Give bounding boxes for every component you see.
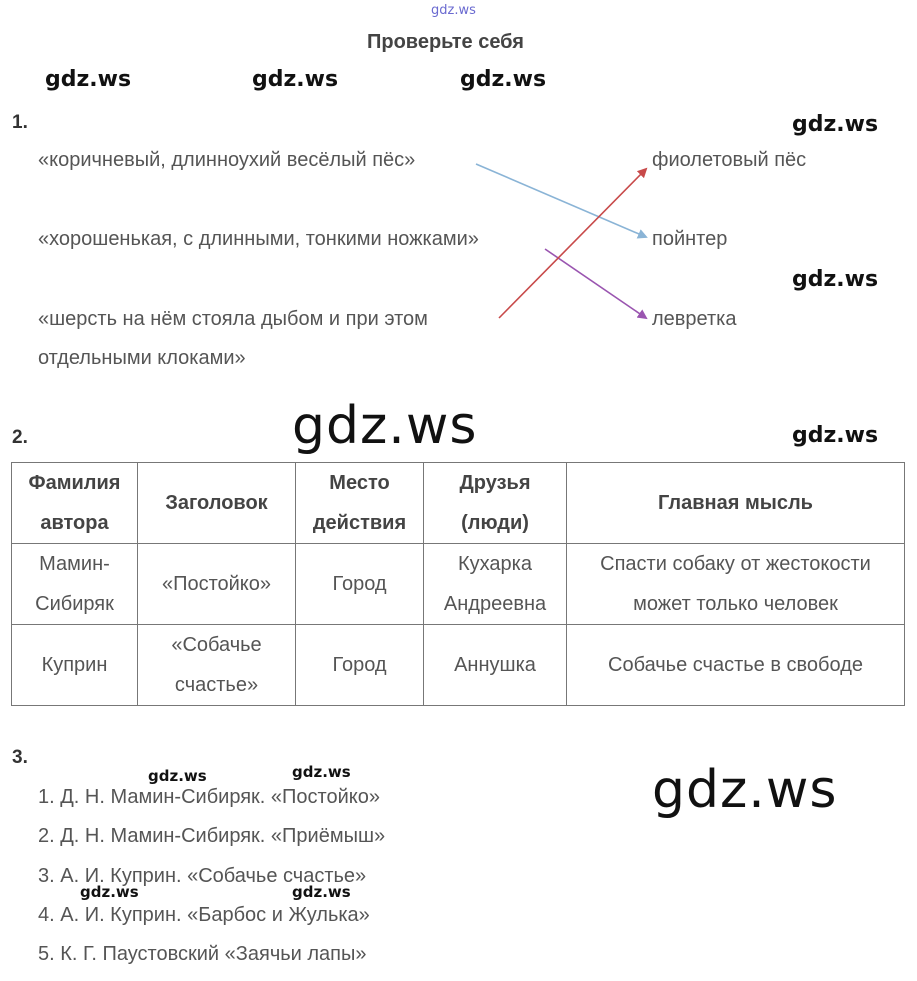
watermark: gdz.ws bbox=[792, 112, 879, 137]
list-item: 5. К. Г. Паустовский «Заячьи лапы» bbox=[38, 943, 367, 965]
matching-left-item: «шерсть на нём стояла дыбом и при этом bbox=[38, 308, 428, 330]
section-2-number: 2. bbox=[12, 427, 28, 448]
watermark: gdz.ws bbox=[292, 883, 351, 901]
watermark: gdz.ws bbox=[460, 67, 547, 92]
table-cell: Собачье счастье в свободе bbox=[567, 625, 905, 706]
table-cell: «Постойко» bbox=[138, 544, 296, 625]
watermark: gdz.ws bbox=[292, 763, 351, 781]
table-cell: «Собачье счастье» bbox=[138, 625, 296, 706]
table-row bbox=[12, 544, 905, 625]
matching-left-item: «коричневый, длинноухий весёлый пёс» bbox=[38, 149, 416, 171]
table-cell: Кухарка Андреевна bbox=[424, 544, 567, 625]
arrow-red bbox=[499, 169, 646, 318]
table-cell: Аннушка bbox=[424, 625, 567, 706]
header-main-idea: Главная мысль bbox=[567, 463, 905, 544]
watermark: gdz.ws bbox=[431, 3, 476, 18]
table-cell: Город bbox=[296, 544, 424, 625]
watermark: gdz.ws bbox=[792, 267, 879, 292]
table-cell: Куприн bbox=[12, 625, 138, 706]
list-item: 2. Д. Н. Мамин-Сибиряк. «Приёмыш» bbox=[38, 825, 386, 847]
list-item: 4. А. И. Куприн. «Барбос и Жулька» bbox=[38, 904, 370, 926]
works-table bbox=[11, 462, 905, 706]
arrow-blue bbox=[476, 164, 646, 237]
watermark: gdz.ws bbox=[652, 760, 838, 820]
header-friends: Друзья (люди) bbox=[424, 463, 567, 544]
watermark: gdz.ws bbox=[252, 67, 339, 92]
header-place: Место действия bbox=[296, 463, 424, 544]
matching-right-item: пойнтер bbox=[652, 228, 728, 250]
section-1-number: 1. bbox=[12, 112, 28, 133]
table-cell: Спасти собаку от жестокости может только человек bbox=[567, 544, 905, 625]
matching-left-item: «хорошенькая, с длинными, тонкими ножками» bbox=[38, 228, 479, 250]
table-cell: Мамин- Сибиряк bbox=[12, 544, 138, 625]
matching-left-item-continued: отдельными клоками» bbox=[38, 347, 246, 369]
matching-right-item: фиолетовый пёс bbox=[652, 149, 807, 171]
table-cell: Город bbox=[296, 625, 424, 706]
watermark: gdz.ws bbox=[148, 767, 207, 785]
section-3-number: 3. bbox=[12, 747, 28, 768]
page-title: Проверьте себя bbox=[367, 31, 524, 53]
watermark: gdz.ws bbox=[792, 423, 879, 448]
arrow-purple bbox=[545, 249, 646, 318]
matching-right-item: левретка bbox=[652, 308, 737, 330]
list-item: 3. А. И. Куприн. «Собачье счастье» bbox=[38, 865, 367, 887]
watermark: gdz.ws bbox=[292, 396, 478, 456]
header-author: Фамилия автора bbox=[12, 463, 138, 544]
table-row bbox=[12, 625, 905, 706]
header-title: Заголовок bbox=[138, 463, 296, 544]
table-header-row bbox=[12, 463, 905, 544]
watermark: gdz.ws bbox=[80, 883, 139, 901]
watermark: gdz.ws bbox=[45, 67, 132, 92]
list-item: 1. Д. Н. Мамин-Сибиряк. «Постойко» bbox=[38, 786, 380, 808]
